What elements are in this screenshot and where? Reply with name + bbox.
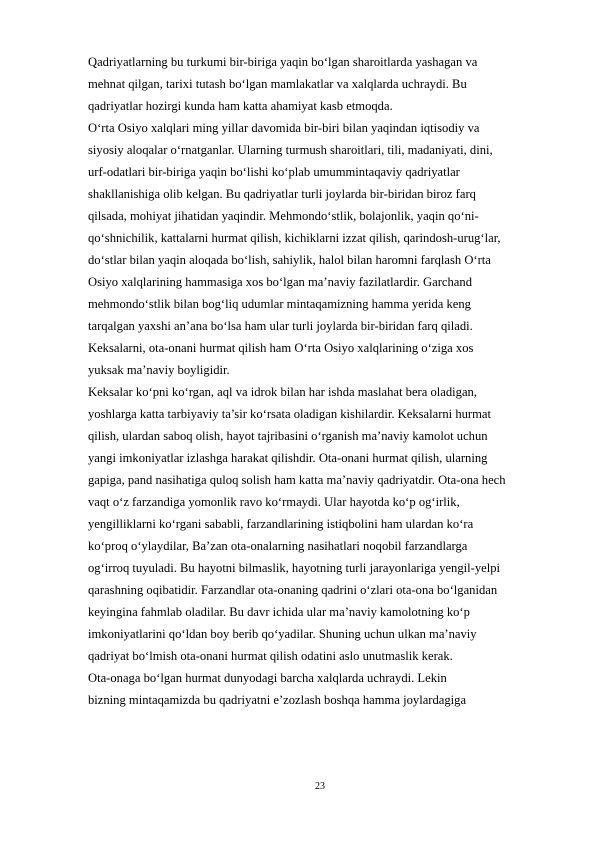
text-line: yengilliklarni ko‘rgani sababli, farzandlarining istiqbolini ham ulardan ko‘ra <box>88 517 474 531</box>
page-number: 23 <box>315 781 325 792</box>
text-line: yoshlarga katta tarbiyaviy ta’sir ko‘rsata oladigan kishilardir. Keksalarni hurmat <box>88 407 491 421</box>
text-line: qo‘shnichilik, kattalarni hurmat qilish, kichiklarni izzat qilish, qarindosh-urug‘lar, <box>88 231 501 245</box>
text-line: qadriyat bo‘lmish ota-onani hurmat qilish odatini aslo unutmaslik kerak. <box>88 649 453 663</box>
text-line: Qadriyatlarning bu turkumi bir-biriga yaqin bo‘lgan sharoitlarda yashagan va <box>88 55 478 69</box>
text-line: siyosiy aloqalar o‘rnatganlar. Ularning turmush sharoitlari, tili, madaniyati, dini, <box>88 143 493 157</box>
text-line: O‘rta Osiyo xalqlari ming yillar davomida bir-biri bilan yaqindan iqtisodiy va <box>88 121 480 135</box>
text-line: yuksak ma’naviy boyligidir. <box>88 363 230 377</box>
text-line: mehmondo‘stlik bilan bog‘liq udumlar mintaqamizning hamma yerida keng <box>88 297 471 311</box>
text-line: keyingina fahmlab oladilar. Bu davr ichida ular ma’naviy kamolotning ko‘p <box>88 605 470 619</box>
text-line: bizning mintaqamizda bu qadriyatni e’zozlash boshqa hamma joylardagiga <box>88 693 467 707</box>
text-line: imkoniyatlarini qo‘ldan boy berib qo‘yadilar. Shuning uchun ulkan ma’naviy <box>88 627 477 641</box>
text-line: yangi imkoniyatlar izlashga harakat qilishdir. Ota-onani hurmat qilish, ularning <box>88 451 488 465</box>
text-line: Keksalar ko‘pni ko‘rgan, aql va idrok bilan har ishda maslahat bera oladigan, <box>88 385 477 399</box>
text-line: og‘irroq tuyuladi. Bu hayotni bilmaslik, hayotning turli jarayonlariga yengil-yelpi <box>88 561 501 575</box>
text-line: shakllanishiga olib kelgan. Bu qadriyatlar turli joylarda bir-biridan biroz farq <box>88 187 476 201</box>
text-line: do‘stlar bilan yaqin aloqada bo‘lish, sahiylik, halol bilan haromni farqlash O‘rta <box>88 253 491 267</box>
text-line: urf-odatlari bir-biriga yaqin bo‘lishi ko‘plab umummintaqaviy qadriyatlar <box>88 165 460 179</box>
text-line: vaqt o‘z farzandiga yomonlik ravo ko‘rmaydi. Ular hayotda ko‘p og‘irlik, <box>88 495 460 509</box>
text-line: qilish, ulardan saboq olish, hayot tajribasini o‘rganish ma’naviy kamolot uchun <box>88 429 488 443</box>
text-line: Osiyo xalqlarining hammasiga xos bo‘lgan ma’naviy fazilatlardir. Garchand <box>88 275 472 289</box>
text-line: qadriyatlar hozirgi kunda ham katta ahamiyat kasb etmoqda. <box>88 99 393 113</box>
text-line: tarqalgan yaxshi an’ana bo‘lsa ham ular turli joylarda bir-biridan farq qiladi. <box>88 319 473 333</box>
text-line: qilsada, mohiyat jihatidan yaqindir. Mehmondo‘stlik, bolajonlik, yaqin qo‘ni- <box>88 209 479 223</box>
text-line: Keksalarni, ota-onani hurmat qilish ham O‘rta Osiyo xalqlarining o‘ziga xos <box>88 341 474 355</box>
text-line: gapiga, pand nasihatiga quloq solish ham katta ma’naviy qadriyatdir. Ota-ona hech <box>88 473 506 487</box>
text-line: Ota-onaga bo‘lgan hurmat dunyodagi barcha xalqlarda uchraydi. Lekin <box>88 671 447 685</box>
text-line: mehnat qilgan, tarixi tutash bo‘lgan mamlakatlar va xalqlarda uchraydi. Bu <box>88 77 467 91</box>
text-line: ko‘proq o‘ylaydilar, Ba’zan ota-onalarning nasihatlari noqobil farzandlarga <box>88 539 468 553</box>
text-line: qarashning oqibatidir. Farzandlar ota-onaning qadrini o‘zlari ota-ona bo‘lganidan <box>88 583 498 597</box>
body-text <box>88 51 558 711</box>
